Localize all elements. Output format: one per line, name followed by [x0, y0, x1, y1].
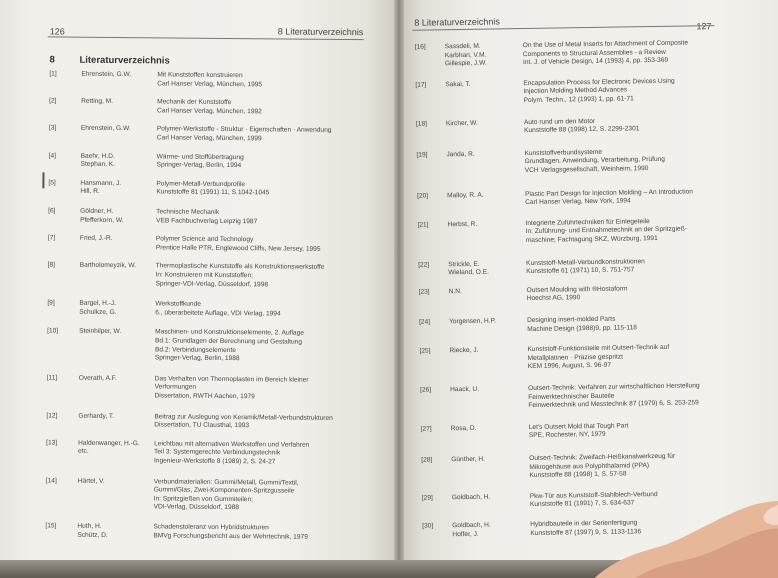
entry-ref-number: [4]: [48, 152, 57, 160]
author-name: Härtel, V.: [77, 477, 105, 485]
entry-ref-number: [2]: [49, 97, 57, 105]
description-line: Bd.1: Grundlagen der Berechnung und Gestaltung: [155, 337, 303, 346]
bibliography-entry: [46, 439, 376, 466]
author-name: Sakai, T.: [445, 80, 471, 89]
bibliography-entry: [419, 343, 749, 371]
bibliography-entry: [415, 115, 746, 135]
author-name: Goldbach, H.: [452, 521, 491, 530]
entry-ref-number: [12]: [46, 412, 58, 420]
bibliography-entry: [47, 327, 377, 363]
description-line: Carl Hanser Verlag, New York, 1994: [525, 197, 631, 207]
entry-description: [523, 77, 723, 106]
entry-authors: [451, 455, 531, 465]
description-line: Maschinen- und Konstruktionselemente, 2. Auflage: [155, 328, 304, 338]
entry-ref-number: [22]: [418, 261, 430, 269]
right-running-head: 8 Literaturverzeichnis: [414, 16, 500, 28]
entry-ref-number: [19]: [416, 151, 428, 159]
entry-description: [529, 421, 729, 441]
author-name: Bargel, H.-J.: [79, 299, 117, 308]
author-name: Stephan, K.: [80, 160, 116, 169]
description-line: Plastic Part Design for Injection Molding – An Introduction: [525, 188, 693, 198]
book-gutter: [394, 0, 404, 578]
author-name: Rosa, D.: [450, 424, 477, 433]
description-line: Let's Outsert Mold that Tough Part: [528, 422, 629, 431]
description-line: Carl Hanser Verlag, München, 1995: [157, 79, 263, 88]
entry-ref-number: [11]: [46, 374, 58, 382]
bibliography-entry: [418, 256, 748, 277]
author-name: Schulkze, G.: [79, 308, 117, 316]
entry-authors: [446, 119, 526, 129]
entry-authors: [449, 346, 529, 356]
entry-description: [156, 180, 396, 199]
entry-description: [154, 440, 394, 468]
author-name: Göldner, H.: [80, 207, 114, 215]
bibliography-entry: [49, 97, 379, 116]
entry-ref-number: [21]: [417, 221, 429, 229]
description-line: VDI-Verlag, Düsseldorf, 1988: [153, 503, 240, 512]
bibliography-entry: [45, 477, 376, 512]
right-page-number: 127: [696, 21, 712, 32]
bibliography-entry: [48, 179, 378, 197]
description-line: Encapsulation Process for Electronic Devices Using: [523, 77, 675, 87]
entry-description: [526, 257, 726, 277]
description-line: maschine; Fachtagung SKZ, Würzburg, 1991: [525, 234, 658, 245]
description-line: Springer-Verlag, Berlin, 1988: [154, 354, 240, 363]
entry-description: [157, 153, 397, 172]
author-name: N.N.: [448, 287, 462, 296]
entry-description: [525, 188, 725, 208]
entry-description: [157, 99, 397, 118]
entry-ref-number: [1]: [49, 70, 57, 78]
entry-ref-number: [28]: [421, 456, 433, 464]
description-line: Beitrag zur Auslegung von Keramik/Metall-Verbundstrukturen: [154, 412, 333, 422]
description-line: Auto rund um den Motor: [523, 117, 596, 126]
entry-description: [154, 478, 394, 514]
author-name: Huth, H.: [77, 522, 102, 530]
description-line: Prentice Halle PTR, Englewood Cliffs, New Jersey, 1995: [155, 244, 321, 253]
description-line: Designing insert-molded Parts: [526, 315, 616, 325]
entry-authors: [81, 71, 161, 80]
author-name: Ehrenstein, G.W.: [80, 125, 131, 133]
description-line: Feinwerktechnischer Bauteile: [528, 392, 615, 401]
description-line: Polymer-Werkstoffe - Struktur · Eigenschaften · Anwendung: [156, 125, 332, 135]
author-name: Malloy, R. A.: [447, 191, 484, 199]
description-line: Werkstoffkunde: [155, 300, 201, 308]
bibliography-entry: [419, 314, 749, 333]
entry-ref-number: [8]: [47, 261, 56, 269]
author-name: etc.: [78, 448, 89, 456]
entry-authors: [78, 477, 158, 486]
bibliography-entry: [421, 452, 751, 480]
entry-ref-number: [26]: [420, 386, 432, 394]
author-name: Sassdeli, M.: [444, 42, 481, 51]
description-line: Polym. Techn., 12 (1993) 1, pp. 61-71: [523, 95, 634, 105]
author-name: Fried, J.-R.: [79, 234, 113, 243]
author-name: Hoffer, J.: [452, 530, 479, 538]
bibliography-entry: [414, 39, 745, 68]
entry-authors: [452, 521, 532, 539]
entry-authors: [81, 125, 161, 134]
description-line: Kunststoffe 87 (1997) 9, S. 1133-1136: [530, 527, 642, 537]
entry-description: [155, 301, 395, 320]
description-line: Metallplatinen · Präzise gespritzt: [527, 353, 623, 362]
description-line: Gummi/Glas, Zwei-Komponenten-Spritzgusseile: [153, 486, 295, 495]
author-name: Wieland, O.E.: [448, 268, 490, 277]
description-line: In: Zuführung- und Entnahmetechnik an der Spritzgieß-: [525, 225, 687, 236]
description-line: Das Verhalten von Thermoplasten im Bereich kleiner: [154, 375, 309, 384]
entry-ref-number: [13]: [46, 439, 58, 447]
entry-ref-number: [25]: [419, 347, 431, 355]
author-name: Steinhilper, W.: [79, 328, 122, 336]
description-line: Mikrogehäuse aus Polyphthalamid (PPA): [529, 461, 650, 471]
description-line: Kunststoffverbundsysteme: [524, 148, 603, 157]
author-name: Gerhardy, T.: [78, 412, 115, 420]
entry-authors: [80, 180, 160, 198]
description-line: Springer-Verlag, Berlin, 1994: [156, 161, 242, 170]
description-line: On the Use of Metal Inserts for Attachment of Composite: [522, 39, 689, 50]
entry-description: [155, 375, 395, 403]
entry-authors: [77, 523, 157, 541]
author-name: Hill, R.: [80, 188, 100, 196]
left-running-head: 8 Literaturverzeichnis: [277, 26, 364, 38]
description-line: Pkw-Tür aus Kunststoff-Stahlblech-Verbund: [529, 490, 658, 500]
description-line: Carl Hanser Verlag, München, 1992: [157, 107, 262, 116]
entry-ref-number: [30]: [422, 522, 434, 530]
bibliography-entry: [415, 76, 745, 105]
entry-description: [155, 263, 395, 291]
description-line: SPE, Rochester, NY, 1979: [528, 431, 606, 440]
entry-ref-number: [18]: [415, 120, 428, 128]
description-line: Polymer Science and Technology: [155, 235, 254, 244]
author-name: Yorgensen, H.P.: [449, 317, 497, 326]
bibliography-entry: [46, 412, 376, 430]
author-name: Haldenwanger, H.-G.: [78, 439, 140, 448]
entry-description: [154, 413, 394, 432]
author-name: Baehr, H.D.: [80, 152, 115, 160]
description-line: Components to Structural Assemblies - a Review: [522, 48, 666, 58]
description-line: Carl Hanser Verlag, München, 1999: [156, 134, 262, 143]
description-line: BMVg Forschungsbericht aus der Wehrtechnik, 1979: [153, 531, 308, 541]
entry-ref-number: [23]: [418, 288, 430, 296]
entry-ref-number: [7]: [47, 234, 56, 242]
entry-ref-number: [6]: [48, 207, 56, 215]
bibliography-entry: [47, 234, 378, 253]
author-name: Retting, M.: [81, 97, 114, 106]
description-line: Kunststoff-Metall-Verbundkonstruktionen: [526, 257, 645, 267]
description-line: In: Spritzgießen von Gummiteilen;: [153, 495, 254, 504]
description-line: Machine Design (1988)9, pp. 115-118: [527, 323, 637, 333]
entry-description: [524, 147, 724, 176]
entry-description: [528, 382, 728, 411]
author-name: Kircher, W.: [445, 119, 478, 127]
entry-description: [527, 343, 727, 372]
bibliography-entry: [46, 374, 377, 401]
entry-ref-number: [20]: [417, 192, 429, 200]
entry-description: [525, 217, 725, 246]
entry-ref-number: [10]: [47, 327, 59, 335]
author-name: Riecke, J.: [449, 346, 479, 355]
author-name: Haack, U.: [450, 385, 480, 394]
right-page: [400, 0, 778, 570]
entry-ref-number: [24]: [419, 318, 431, 326]
author-name: Schütz, D.: [77, 531, 108, 539]
description-line: KEM 1996, August, S. 96-97: [527, 362, 612, 371]
bibliography-entry: [48, 207, 378, 225]
description-line: In: Konstruieren mit Kunststoffen;: [155, 271, 254, 280]
entry-description: [527, 284, 727, 304]
entry-authors: [80, 262, 160, 271]
description-line: Thermoplastische Kunststoffe als Konstruktionswerkstoffe: [155, 262, 325, 272]
entry-description: [153, 523, 393, 542]
entry-description: [523, 39, 723, 68]
bibliography-entry: [418, 283, 749, 303]
description-line: Dissertation, TU Clausthal, 1993: [154, 421, 250, 430]
description-line: VCH Verlagsgesellschaft, Weinheim, 1990: [524, 165, 649, 175]
entry-authors: [80, 208, 160, 226]
entry-authors: [452, 493, 532, 503]
bibliography-entry: [417, 216, 747, 245]
description-line: Hoechst AG, 1990: [526, 294, 581, 303]
margin-pencil-mark: [42, 172, 44, 188]
author-name: Pfefferkorn, W.: [80, 216, 124, 224]
entry-authors: [445, 80, 525, 90]
entry-authors: [78, 412, 158, 421]
bibliography-entry: [416, 146, 746, 175]
description-line: Outsert-Technik: Verfahren zur wirtschaftlichen Herstellung: [528, 382, 700, 393]
bibliography-entry: [420, 382, 750, 410]
entry-description: [527, 314, 727, 334]
description-line: Teil 3: Systemgerechte Verbindungstechnik: [154, 448, 281, 457]
entry-authors: [78, 439, 158, 457]
section-number: 8: [49, 54, 55, 66]
entry-authors: [80, 235, 160, 244]
description-line: Schadenstoleranz von Hybridstrukturen: [153, 523, 269, 532]
author-name: Herbst, R.: [447, 220, 478, 229]
description-line: Wärme- und Stoffübertragung: [156, 152, 244, 161]
description-line: Kunststoffe 81 (1991) 7, S. 634-637: [529, 499, 635, 509]
author-name: Gillespie, J.W.: [444, 59, 487, 68]
bibliography-entry: [48, 124, 379, 143]
description-line: Leichtbau mit alternativen Werkstoffen und Verfahren: [154, 440, 310, 449]
entry-authors: [447, 191, 527, 201]
left-page-number: 126: [49, 26, 65, 37]
left-header-rule: [48, 36, 364, 40]
bibliography-entry: [49, 70, 379, 88]
bibliography-entry: [47, 261, 378, 288]
entry-authors: [79, 300, 159, 318]
description-line: Verbundmaterialien: Gummi/Metall, Gummi/Textil,: [153, 477, 299, 487]
entry-description: [156, 236, 396, 255]
entry-description: [524, 116, 724, 136]
description-line: Mit Kunststoffen konstruieren: [157, 71, 243, 80]
section-title: Literaturverzeichnis: [79, 54, 170, 67]
author-name: Janda, R.: [446, 150, 475, 159]
entry-ref-number: [3]: [48, 124, 57, 132]
entry-authors: [446, 150, 526, 160]
bibliography-entry: [47, 299, 377, 318]
description-line: Grundlagen, Anwendung, Verarbeitung, Prüfung: [524, 156, 666, 166]
description-line: Kunststoff-Funktionsteile mit Outsert-Technik auf: [527, 344, 670, 354]
author-name: Ehrenstein, G.W.: [81, 70, 132, 79]
entry-description: [156, 208, 396, 227]
entry-ref-number: [17]: [415, 81, 427, 89]
author-name: Hansmann, J.: [80, 179, 122, 187]
bibliography-entry: [48, 152, 379, 170]
description-line: Outsert-Technik: Zweifach-Heißkanalwerkzeug für: [529, 452, 676, 463]
entry-authors: [449, 317, 529, 327]
description-line: Kunststoffe 88 (1998) 1, S. 57-58: [529, 470, 627, 480]
description-line: Kunststoffe 88 (1998) 12, S. 2299-2301: [524, 125, 640, 135]
author-name: Karbhari, V.M.: [444, 51, 487, 59]
entry-authors: [79, 328, 159, 337]
description-line: Bd.2: Verbindungselemente: [154, 345, 236, 354]
description-line: Ingenieur-Werkstoffe 8 (1989) 2, S. 24-27: [153, 457, 276, 466]
bibliography-entry: [45, 522, 375, 541]
entry-ref-number: [5]: [48, 179, 56, 187]
description-line: Int. J. of Vehicle Design, 14 (1993) 4, pp. 353-369: [522, 56, 669, 67]
entry-authors: [451, 424, 531, 434]
hand-thumb: [575, 488, 778, 578]
description-line: Springer-VDI-Verlag, Düsseldorf, 1998: [155, 279, 269, 288]
entry-authors: [81, 98, 161, 107]
entry-authors: [445, 42, 525, 69]
author-name: Bartholomeyzik, W.: [79, 262, 137, 270]
entry-description: [529, 452, 729, 481]
author-name: Günther, H.: [451, 455, 485, 464]
entry-authors: [448, 260, 528, 278]
author-name: Overath, A.F.: [78, 374, 117, 382]
description-line: Outsert Moulding with ®Hostaform: [526, 285, 628, 294]
entry-ref-number: [9]: [47, 299, 55, 307]
description-line: Mechanik der Kunststoffe: [157, 98, 232, 107]
entry-description: [155, 329, 395, 365]
description-line: Kunststoffe 61 (1971) 10, S. 751-757: [526, 266, 635, 276]
author-name: Goldbach, H.: [451, 493, 491, 502]
description-line: Verformungen: [154, 383, 197, 392]
description-line: Feinwerktechnik und Messtechnik 87 (1979) 6, S. 253-259: [528, 399, 699, 410]
author-name: Strickle, E.: [448, 260, 480, 268]
entry-authors: [81, 152, 161, 170]
entry-authors: [79, 374, 159, 383]
bibliography-entry: [417, 187, 747, 207]
entry-authors: [450, 385, 530, 395]
entry-ref-number: [29]: [421, 494, 433, 502]
entry-ref-number: [27]: [420, 425, 432, 433]
entry-ref-number: [14]: [45, 477, 57, 485]
entry-authors: [447, 220, 527, 230]
entry-ref-number: [16]: [414, 43, 426, 51]
description-line: Hybridbauteile in der Serienfertigung: [530, 519, 638, 529]
entry-ref-number: [15]: [45, 522, 57, 530]
description-line: Kunststoffe 81 (1991) 11, S.1042-1045: [156, 188, 270, 197]
bibliography-entry: [420, 420, 751, 440]
entry-description: [157, 126, 397, 145]
description-line: 6., überarbeitete Auflage, VDI Verlag, 1994: [155, 309, 281, 318]
entry-authors: [449, 287, 529, 297]
description-line: VEB Fachbuchverlag Leipzig 1987: [156, 216, 258, 225]
description-line: Polymer-Metall-Verbundprofile: [156, 180, 246, 188]
description-line: Injection Molding Method Advances: [523, 86, 628, 96]
description-line: Dissertation, RWTH Aachen, 1979: [154, 392, 255, 401]
description-line: Integrierte Zuführtechniken für Einlegeteile: [525, 217, 650, 227]
entry-description: [157, 71, 397, 90]
description-line: Technische Mechanik: [156, 208, 220, 216]
